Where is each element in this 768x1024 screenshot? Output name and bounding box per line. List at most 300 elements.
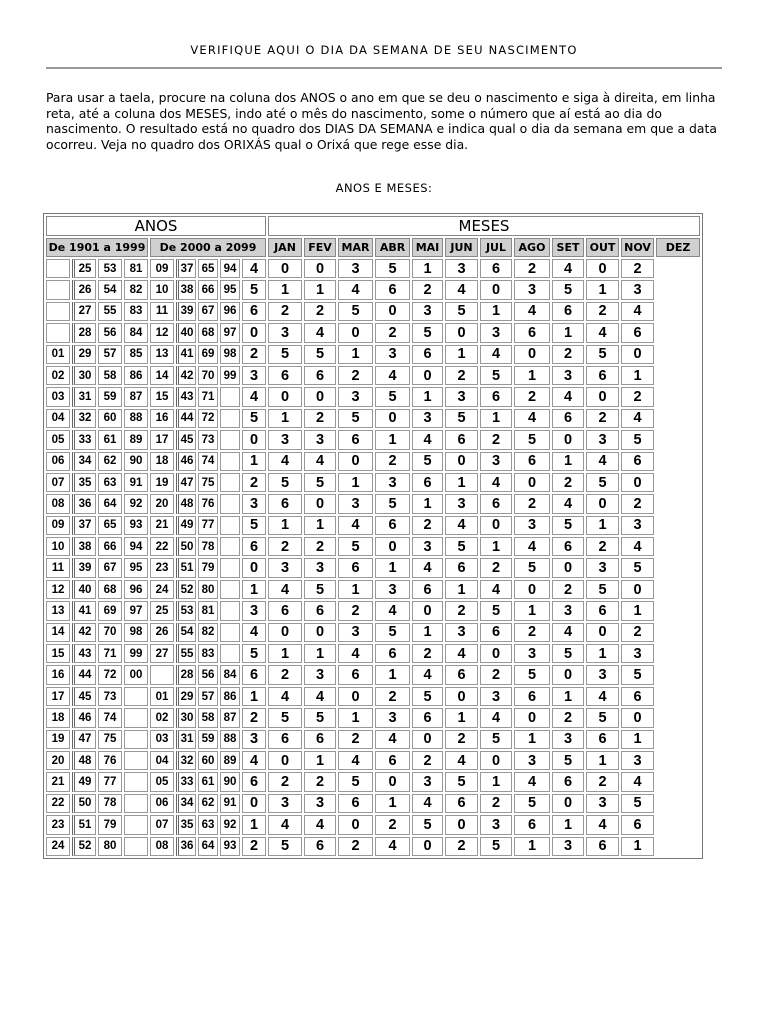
month-value-cell: 1: [552, 452, 584, 471]
month-value-cell: 2: [552, 708, 584, 727]
year-cell-2000s: 36: [176, 837, 196, 856]
year-cell-2000s: 89: [220, 751, 240, 770]
year-cell-1900s: 08: [46, 494, 70, 513]
month-value-cell: 4: [586, 687, 619, 706]
month-value-cell: 2: [242, 345, 266, 364]
month-value-cell: 0: [375, 302, 410, 321]
year-cell-1900s: 47: [72, 730, 96, 749]
month-value-cell: 5: [514, 430, 550, 449]
year-cell-2000s: 99: [220, 366, 240, 385]
year-cell-1900s: 84: [124, 323, 148, 342]
month-value-cell: 0: [338, 687, 373, 706]
month-value-cell: 3: [268, 323, 302, 342]
year-cell-1900s: 25: [72, 259, 96, 278]
year-cell-1900s: 64: [98, 494, 122, 513]
year-cell-2000s: 13: [150, 345, 174, 364]
year-cell-2000s: 73: [198, 430, 218, 449]
month-value-cell: 1: [338, 345, 373, 364]
year-cell-1900s: 72: [98, 665, 122, 684]
year-cell-1900s: 75: [98, 730, 122, 749]
month-value-cell: 0: [268, 387, 302, 406]
year-cell-2000s: 53: [176, 601, 196, 620]
year-cell-1900s: [46, 302, 70, 321]
year-cell-1900s: [124, 837, 148, 856]
month-value-cell: 0: [412, 837, 443, 856]
year-cell-2000s: 12: [150, 323, 174, 342]
month-value-cell: 0: [621, 345, 654, 364]
month-value-cell: 4: [412, 558, 443, 577]
month-header: DEZ: [656, 238, 700, 257]
year-cell-2000s: [220, 580, 240, 599]
year-cell-1900s: 07: [46, 473, 70, 492]
month-value-cell: 2: [412, 280, 443, 299]
month-value-cell: 3: [621, 644, 654, 663]
table-row: [46, 280, 700, 299]
month-value-cell: 3: [514, 751, 550, 770]
year-cell-1900s: 37: [72, 516, 96, 535]
month-value-cell: 4: [586, 815, 619, 834]
month-value-cell: 2: [514, 387, 550, 406]
year-cell-1900s: 02: [46, 366, 70, 385]
month-value-cell: 0: [338, 815, 373, 834]
month-value-cell: 6: [480, 259, 512, 278]
month-value-cell: 4: [412, 665, 443, 684]
month-value-cell: 0: [586, 494, 619, 513]
year-cell-2000s: [220, 494, 240, 513]
year-cell-1900s: 60: [98, 409, 122, 428]
year-cell-2000s: 05: [150, 772, 174, 791]
year-cell-1900s: 00: [124, 665, 148, 684]
year-cell-1900s: 01: [46, 345, 70, 364]
table-row: [46, 601, 700, 620]
month-value-cell: 4: [412, 794, 443, 813]
year-cell-2000s: 11: [150, 302, 174, 321]
month-value-cell: 4: [338, 516, 373, 535]
month-value-cell: 6: [586, 837, 619, 856]
month-value-cell: 4: [268, 580, 302, 599]
month-header: JUL: [480, 238, 512, 257]
month-value-cell: 1: [480, 772, 512, 791]
month-value-cell: 6: [586, 366, 619, 385]
year-cell-2000s: 86: [220, 687, 240, 706]
year-cell-1900s: 45: [72, 687, 96, 706]
year-cell-1900s: 34: [72, 452, 96, 471]
month-value-cell: 0: [242, 430, 266, 449]
month-value-cell: 0: [552, 558, 584, 577]
year-cell-1900s: 38: [72, 537, 96, 556]
year-cell-1900s: 78: [98, 794, 122, 813]
month-value-cell: 3: [338, 623, 373, 642]
year-cell-2000s: 56: [198, 665, 218, 684]
month-value-cell: 0: [304, 623, 336, 642]
year-cell-1900s: 22: [46, 794, 70, 813]
year-cell-1900s: 14: [46, 623, 70, 642]
month-value-cell: 1: [480, 409, 512, 428]
table-row: [46, 687, 700, 706]
month-value-cell: 1: [586, 516, 619, 535]
year-cell-1900s: 17: [46, 687, 70, 706]
month-header: MAR: [338, 238, 373, 257]
month-value-cell: 5: [552, 644, 584, 663]
year-cell-1900s: 13: [46, 601, 70, 620]
month-value-cell: 3: [552, 601, 584, 620]
year-cell-1900s: 66: [98, 537, 122, 556]
month-value-cell: 2: [552, 580, 584, 599]
month-value-cell: 3: [480, 815, 512, 834]
table-row: [46, 623, 700, 642]
range-2000-2099-header: De 2000 a 2099: [150, 238, 266, 257]
month-value-cell: 6: [552, 409, 584, 428]
month-value-cell: 5: [268, 345, 302, 364]
year-cell-1900s: [124, 730, 148, 749]
month-value-cell: 6: [268, 730, 302, 749]
month-value-cell: 2: [338, 601, 373, 620]
year-cell-2000s: 06: [150, 794, 174, 813]
month-value-cell: 4: [268, 687, 302, 706]
month-value-cell: 3: [375, 345, 410, 364]
month-value-cell: 2: [242, 473, 266, 492]
month-value-cell: 5: [621, 430, 654, 449]
year-cell-2000s: 63: [198, 815, 218, 834]
year-cell-1900s: 68: [98, 580, 122, 599]
year-cell-2000s: [220, 409, 240, 428]
month-value-cell: 4: [445, 644, 478, 663]
year-cell-2000s: 67: [198, 302, 218, 321]
month-value-cell: 6: [338, 794, 373, 813]
year-cell-2000s: 27: [150, 644, 174, 663]
month-value-cell: 4: [338, 751, 373, 770]
month-value-cell: 3: [412, 302, 443, 321]
month-value-cell: 1: [304, 516, 336, 535]
year-cell-2000s: 78: [198, 537, 218, 556]
month-value-cell: 1: [586, 751, 619, 770]
year-cell-2000s: 68: [198, 323, 218, 342]
month-value-cell: 0: [242, 558, 266, 577]
month-value-cell: 3: [621, 516, 654, 535]
year-cell-2000s: 90: [220, 772, 240, 791]
month-value-cell: 5: [304, 708, 336, 727]
month-value-cell: 2: [375, 323, 410, 342]
month-value-cell: 0: [445, 815, 478, 834]
month-value-cell: 6: [412, 708, 443, 727]
month-value-cell: 5: [338, 537, 373, 556]
year-cell-1900s: 36: [72, 494, 96, 513]
month-value-cell: 6: [304, 366, 336, 385]
month-value-cell: 2: [445, 366, 478, 385]
year-cell-1900s: 11: [46, 558, 70, 577]
month-value-cell: 2: [338, 366, 373, 385]
month-value-cell: 6: [268, 494, 302, 513]
year-cell-2000s: 62: [198, 794, 218, 813]
year-cell-1900s: 30: [72, 366, 96, 385]
year-cell-1900s: [124, 815, 148, 834]
year-cell-1900s: 73: [98, 687, 122, 706]
month-value-cell: 3: [338, 259, 373, 278]
month-value-cell: 5: [242, 644, 266, 663]
month-value-cell: 5: [412, 323, 443, 342]
year-cell-1900s: 70: [98, 623, 122, 642]
month-value-cell: 2: [480, 794, 512, 813]
month-value-cell: 5: [586, 580, 619, 599]
month-value-cell: 4: [445, 751, 478, 770]
year-cell-1900s: 26: [72, 280, 96, 299]
month-value-cell: 4: [586, 452, 619, 471]
month-value-cell: 6: [412, 580, 443, 599]
month-value-cell: 5: [514, 794, 550, 813]
year-cell-2000s: [220, 537, 240, 556]
year-cell-2000s: 08: [150, 837, 174, 856]
year-cell-2000s: 04: [150, 751, 174, 770]
month-value-cell: 1: [552, 687, 584, 706]
month-value-cell: 4: [242, 751, 266, 770]
month-value-cell: 0: [586, 259, 619, 278]
month-value-cell: 3: [480, 323, 512, 342]
year-cell-2000s: 82: [198, 623, 218, 642]
year-cell-1900s: 12: [46, 580, 70, 599]
month-value-cell: 2: [242, 837, 266, 856]
month-value-cell: 3: [552, 366, 584, 385]
month-value-cell: 3: [375, 473, 410, 492]
month-value-cell: 5: [338, 302, 373, 321]
year-cell-2000s: 70: [198, 366, 218, 385]
year-cell-2000s: 74: [198, 452, 218, 471]
month-value-cell: 3: [586, 665, 619, 684]
year-cell-2000s: 28: [176, 665, 196, 684]
month-value-cell: 1: [412, 259, 443, 278]
year-cell-2000s: 61: [198, 772, 218, 791]
month-value-cell: 0: [412, 366, 443, 385]
year-cell-2000s: 57: [198, 687, 218, 706]
month-value-cell: 0: [445, 323, 478, 342]
month-value-cell: 1: [375, 665, 410, 684]
month-value-cell: 6: [514, 687, 550, 706]
year-cell-2000s: [220, 558, 240, 577]
year-cell-1900s: 15: [46, 644, 70, 663]
year-cell-1900s: 27: [72, 302, 96, 321]
year-cell-2000s: 47: [176, 473, 196, 492]
year-cell-1900s: 59: [98, 387, 122, 406]
month-value-cell: 6: [242, 665, 266, 684]
month-value-cell: 0: [552, 794, 584, 813]
year-cell-1900s: 82: [124, 280, 148, 299]
month-value-cell: 2: [445, 601, 478, 620]
year-cell-1900s: 24: [46, 837, 70, 856]
month-value-cell: 6: [621, 687, 654, 706]
month-value-cell: 5: [621, 665, 654, 684]
month-value-cell: 0: [480, 751, 512, 770]
month-value-cell: 2: [338, 730, 373, 749]
month-value-cell: 0: [586, 387, 619, 406]
year-cell-1900s: 33: [72, 430, 96, 449]
table-row: [46, 580, 700, 599]
month-value-cell: 6: [586, 601, 619, 620]
year-cell-2000s: 48: [176, 494, 196, 513]
meses-header: MESES: [268, 216, 700, 236]
month-value-cell: 6: [338, 665, 373, 684]
month-value-cell: 1: [242, 687, 266, 706]
month-value-cell: 0: [514, 473, 550, 492]
month-value-cell: 1: [445, 580, 478, 599]
month-value-cell: 2: [480, 430, 512, 449]
month-value-cell: 0: [268, 259, 302, 278]
month-value-cell: 0: [445, 452, 478, 471]
month-value-cell: 5: [552, 516, 584, 535]
table-row: [46, 409, 700, 428]
month-value-cell: 1: [514, 366, 550, 385]
title-divider: [46, 67, 722, 69]
month-value-cell: 1: [338, 473, 373, 492]
month-value-cell: 5: [445, 772, 478, 791]
year-cell-2000s: 96: [220, 302, 240, 321]
year-cell-2000s: 39: [176, 302, 196, 321]
month-value-cell: 2: [445, 837, 478, 856]
table-row: [46, 665, 700, 684]
table-row: [46, 815, 700, 834]
month-value-cell: 3: [514, 280, 550, 299]
year-cell-1900s: 88: [124, 409, 148, 428]
year-cell-1900s: 94: [124, 537, 148, 556]
year-cell-2000s: 32: [176, 751, 196, 770]
month-value-cell: 5: [480, 730, 512, 749]
month-value-cell: 3: [480, 687, 512, 706]
month-value-cell: 4: [268, 452, 302, 471]
year-cell-1900s: 09: [46, 516, 70, 535]
year-cell-1900s: 51: [72, 815, 96, 834]
month-value-cell: 4: [552, 494, 584, 513]
year-cell-2000s: 46: [176, 452, 196, 471]
month-value-cell: 0: [242, 323, 266, 342]
month-value-cell: 6: [268, 366, 302, 385]
month-value-cell: 6: [304, 601, 336, 620]
month-value-cell: 2: [242, 708, 266, 727]
month-value-cell: 3: [445, 387, 478, 406]
year-cell-2000s: [220, 644, 240, 663]
month-value-cell: 1: [445, 708, 478, 727]
month-value-cell: 5: [268, 473, 302, 492]
month-value-cell: 1: [242, 452, 266, 471]
month-value-cell: 6: [480, 494, 512, 513]
month-value-cell: 2: [480, 665, 512, 684]
year-cell-2000s: 87: [220, 708, 240, 727]
year-cell-2000s: 14: [150, 366, 174, 385]
year-cell-2000s: 43: [176, 387, 196, 406]
year-cell-2000s: 75: [198, 473, 218, 492]
month-value-cell: 1: [552, 815, 584, 834]
year-cell-1900s: 48: [72, 751, 96, 770]
month-value-cell: 3: [242, 601, 266, 620]
section-subtitle: ANOS E MESES:: [335, 181, 433, 195]
year-cell-1900s: 04: [46, 409, 70, 428]
month-value-cell: 1: [412, 494, 443, 513]
month-value-cell: 3: [375, 580, 410, 599]
year-cell-1900s: 77: [98, 772, 122, 791]
month-value-cell: 1: [375, 558, 410, 577]
year-cell-1900s: 42: [72, 623, 96, 642]
month-value-cell: 2: [586, 409, 619, 428]
month-value-cell: 1: [514, 730, 550, 749]
month-value-cell: 6: [445, 430, 478, 449]
month-value-cell: 0: [268, 623, 302, 642]
month-value-cell: 0: [242, 794, 266, 813]
month-value-cell: 3: [586, 430, 619, 449]
month-value-cell: 0: [375, 537, 410, 556]
month-value-cell: 3: [412, 772, 443, 791]
month-value-cell: 0: [412, 730, 443, 749]
year-cell-1900s: 62: [98, 452, 122, 471]
year-cell-1900s: 32: [72, 409, 96, 428]
year-cell-1900s: 71: [98, 644, 122, 663]
month-value-cell: 2: [304, 409, 336, 428]
table-row: [46, 730, 700, 749]
year-cell-2000s: 03: [150, 730, 174, 749]
month-value-cell: 4: [445, 516, 478, 535]
year-cell-1900s: 20: [46, 751, 70, 770]
month-value-cell: 2: [586, 772, 619, 791]
month-value-cell: 0: [412, 601, 443, 620]
month-value-cell: 6: [514, 452, 550, 471]
month-value-cell: 5: [412, 815, 443, 834]
table-row: [46, 751, 700, 770]
year-cell-2000s: 26: [150, 623, 174, 642]
year-cell-1900s: 98: [124, 623, 148, 642]
year-cell-2000s: [220, 430, 240, 449]
year-cell-1900s: 85: [124, 345, 148, 364]
month-value-cell: 2: [514, 623, 550, 642]
month-value-cell: 1: [514, 601, 550, 620]
year-cell-1900s: 54: [98, 280, 122, 299]
month-value-cell: 2: [586, 537, 619, 556]
month-value-cell: 3: [586, 558, 619, 577]
month-value-cell: 6: [304, 837, 336, 856]
table-row: [46, 516, 700, 535]
month-value-cell: 2: [268, 665, 302, 684]
month-value-cell: 6: [480, 387, 512, 406]
month-value-cell: 1: [514, 837, 550, 856]
year-cell-2000s: 02: [150, 708, 174, 727]
month-value-cell: 2: [268, 302, 302, 321]
month-value-cell: 4: [514, 537, 550, 556]
month-value-cell: 6: [268, 601, 302, 620]
month-value-cell: 3: [552, 730, 584, 749]
month-value-cell: 0: [621, 708, 654, 727]
year-cell-1900s: 56: [98, 323, 122, 342]
year-cell-1900s: 61: [98, 430, 122, 449]
year-cell-1900s: 90: [124, 452, 148, 471]
month-value-cell: 5: [552, 280, 584, 299]
month-value-cell: 1: [268, 409, 302, 428]
month-value-cell: 6: [412, 473, 443, 492]
year-cell-2000s: 65: [198, 259, 218, 278]
year-cell-2000s: 95: [220, 280, 240, 299]
year-cell-2000s: 34: [176, 794, 196, 813]
month-value-cell: 2: [552, 473, 584, 492]
month-value-cell: 2: [268, 537, 302, 556]
month-value-cell: 4: [304, 687, 336, 706]
year-cell-2000s: 40: [176, 323, 196, 342]
month-value-cell: 5: [480, 601, 512, 620]
month-value-cell: 5: [514, 665, 550, 684]
year-cell-1900s: 23: [46, 815, 70, 834]
month-value-cell: 3: [338, 494, 373, 513]
year-cell-1900s: 06: [46, 452, 70, 471]
month-header: JUN: [445, 238, 478, 257]
month-value-cell: 4: [514, 302, 550, 321]
month-value-cell: 2: [338, 837, 373, 856]
year-cell-2000s: 93: [220, 837, 240, 856]
month-value-cell: 1: [242, 815, 266, 834]
year-cell-1900s: [124, 772, 148, 791]
year-cell-2000s: [220, 452, 240, 471]
